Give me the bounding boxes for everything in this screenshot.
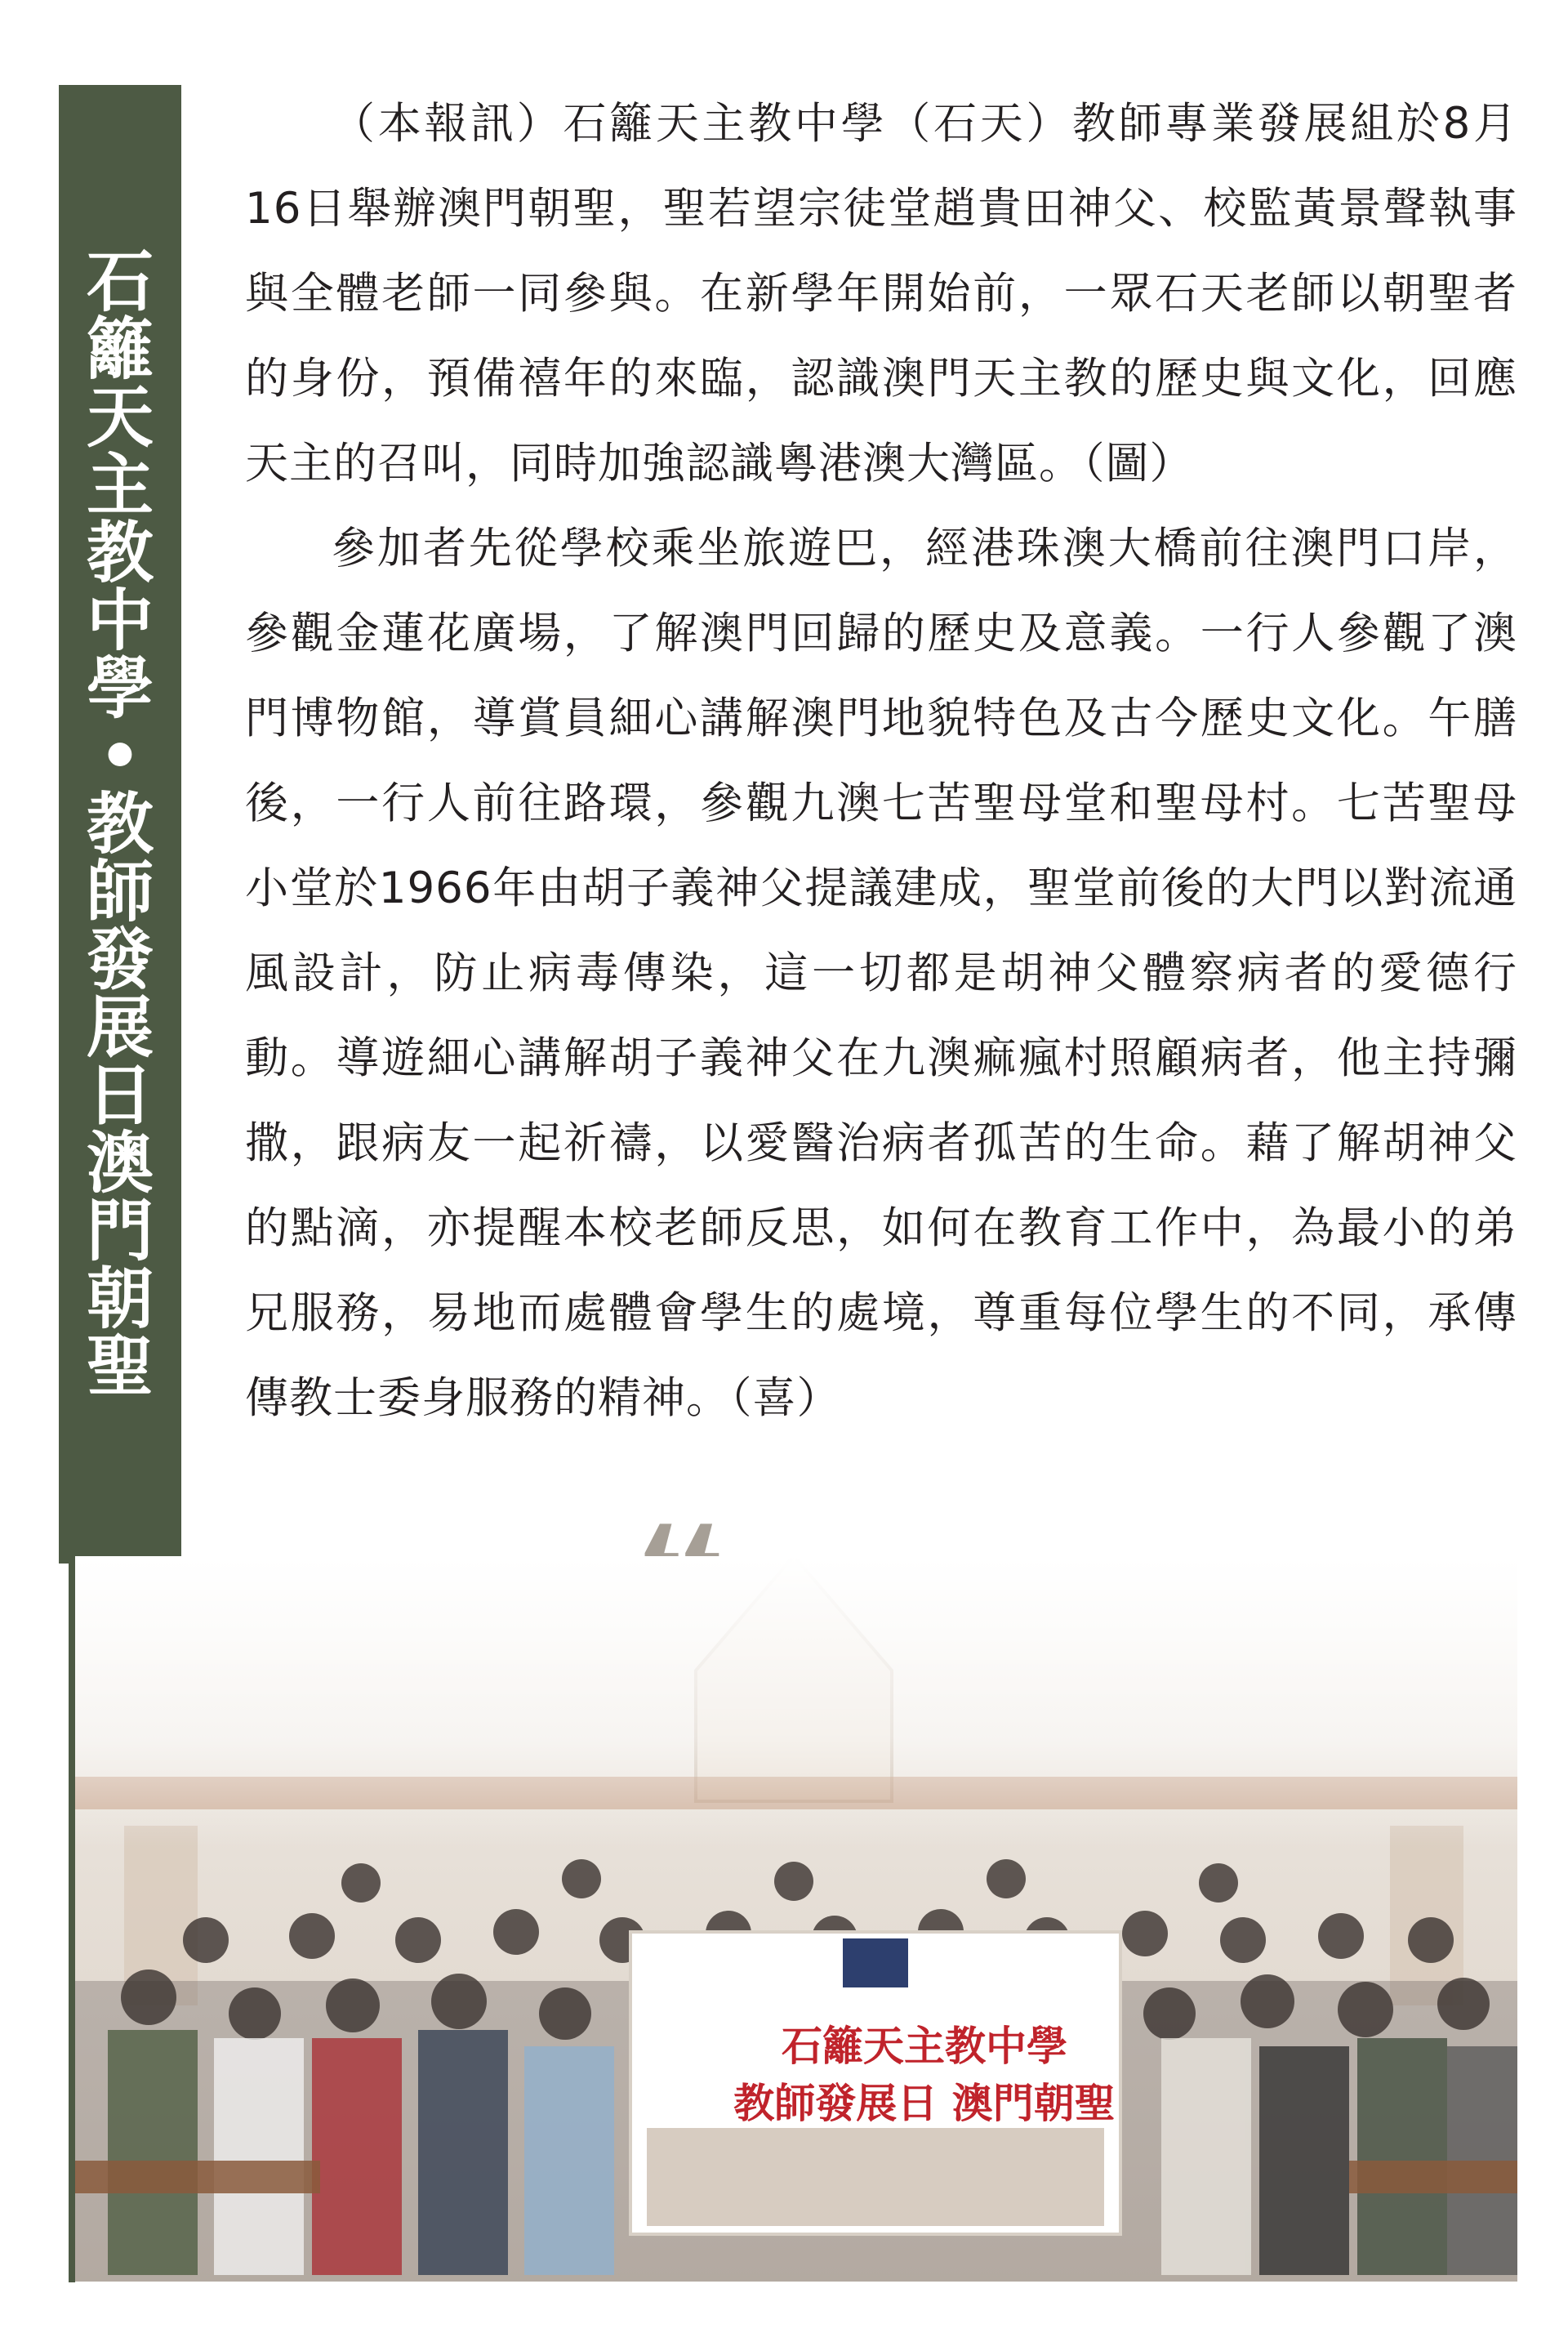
- group-photo-illustration: [75, 1556, 1517, 2282]
- sidebar-rule: [69, 1564, 75, 2282]
- headline-char: 聖: [86, 1328, 154, 1406]
- headline-char: 石: [86, 243, 154, 321]
- article-paragraph-1: （本報訊）石籬天主教中學（石天）教師專業發展組於8月16日舉辦澳門朝聖，聖若望宗徒堂趙貴田神父、校監黃景聲執事與全體老師一同參與。在新學年開始前，一眾石天老師以朝聖者的身份，預備禧年的來臨，認識澳門天主教的歷史與文化，回應天主的召叫，同時加強認識粵港澳大灣區。（圖）: [245, 99, 1517, 488]
- headline-char: 展: [86, 989, 154, 1067]
- banner-line-1: 石籬天主教中學: [782, 2023, 1067, 2070]
- headline-char: 師: [86, 854, 154, 931]
- banner-caption: [696, 2018, 1153, 2132]
- headline-char: 學: [86, 650, 154, 728]
- headline-char: 教: [86, 515, 154, 592]
- headline-char: 門: [86, 1193, 154, 1270]
- headline-char: •: [98, 718, 142, 796]
- headline-title: [86, 243, 154, 728]
- headline-char: 天: [86, 379, 154, 457]
- headline-char: 籬: [86, 311, 154, 389]
- article-paragraph-2: 參加者先從學校乘坐旅遊巴，經港珠澳大橋前往澳門口岸，參觀金蓮花廣場，了解澳門回歸的歷史及意義。一行人參觀了澳門博物館，導賞員細心講解澳門地貌特色及古今歷史文化。午膳後，一行人前往路環，參觀九澳七苦聖母堂和聖母村。七苦聖母小堂於1966年由胡子義神父提議建成，聖堂前後的大門以對流通風設計，防止病毒傳染，這一切都是胡神父體察病者的愛德行動。導遊細心講解胡子義神父在九澳痲瘋村照顧病者，他主持彌撒，跟病友一起祈禱，以愛醫治病者孤苦的生命。藉了解胡神父的點滴，亦提醒本校老師反思，如何在教育工作中，為最小的弟兄服務，易地而處體會學生的處境，尊重每位學生的不同，承傳傳教士委身服務的精神。（喜）: [245, 524, 1517, 1423]
- headline-char: 朝: [86, 1260, 154, 1338]
- headline-char: 日: [86, 1057, 154, 1135]
- headline-char: 發: [86, 921, 154, 999]
- article-body: [245, 82, 1517, 1441]
- headline-sidebar: [59, 85, 181, 1564]
- group-photo: [75, 1556, 1517, 2282]
- headline-separator: [98, 718, 142, 796]
- headline-char: 教: [86, 786, 154, 863]
- headline-char: 澳: [86, 1125, 154, 1202]
- headline-char: 主: [86, 447, 154, 524]
- headline-char: 中: [86, 582, 154, 660]
- banner-line-2: 教師發展日 澳門朝聖: [733, 2080, 1116, 2127]
- headline-subtitle: [86, 786, 154, 1406]
- vertical-headline: [59, 243, 181, 1406]
